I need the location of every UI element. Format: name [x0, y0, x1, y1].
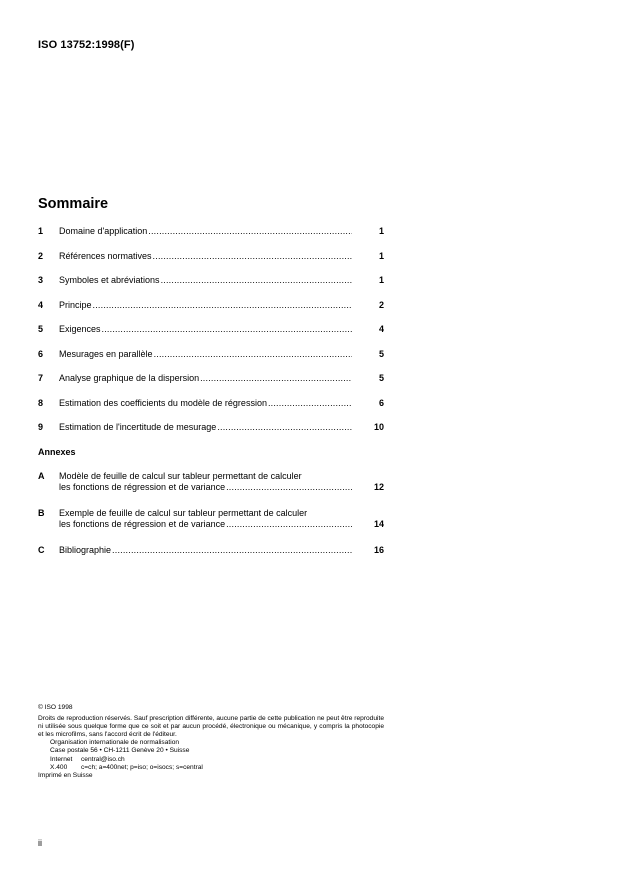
toc-entry-title: Principe [59, 299, 92, 310]
toc-entry-page: 4 [378, 324, 384, 334]
toc-entry-page: 6 [378, 397, 384, 408]
dot-leader [154, 349, 352, 359]
toc-entry-number: 9 [38, 422, 44, 432]
toc-entry-page: 10 [373, 422, 384, 432]
annex-title-line1: Modèle de feuille de calcul sur tableur permettant de calculer [59, 470, 302, 481]
toc-entry-title: Références normatives [59, 250, 152, 261]
printed-in: Imprimé en Suisse [38, 771, 93, 779]
table-of-contents [38, 226, 384, 569]
toc-entry[interactable] [38, 398, 384, 423]
toc-entry-number: 2 [38, 250, 44, 261]
publisher-address [38, 739, 384, 771]
toc-title: Sommaire [38, 196, 109, 212]
page-number: ii [38, 838, 42, 848]
annex-page: 16 [373, 544, 384, 555]
dot-leader [217, 422, 352, 432]
dot-leader [226, 482, 352, 492]
dot-leader [102, 324, 352, 334]
copyright-notice [38, 704, 384, 780]
toc-entry[interactable] [38, 324, 384, 349]
toc-entry-title: Exigences [59, 324, 101, 334]
toc-entry[interactable] [38, 349, 384, 374]
annex-title-line2: les fonctions de régression et de variance [59, 518, 226, 529]
toc-entry-title: Estimation des coefficients du modèle de régression [59, 397, 267, 408]
toc-entry-number: 5 [38, 324, 44, 334]
toc-entry[interactable] [38, 275, 384, 300]
annex-title: Bibliographie [59, 544, 112, 555]
toc-entry-number: 7 [38, 373, 44, 383]
annex-page: 12 [373, 481, 384, 492]
toc-entry[interactable] [38, 300, 384, 325]
toc-entry-page: 5 [378, 373, 384, 383]
document-id: ISO 13752:1998(F) [38, 39, 135, 51]
annex-letter: B [38, 507, 45, 518]
x400-contact [50, 764, 384, 772]
internet-value[interactable]: central@iso.ch [81, 755, 125, 763]
x400-label: X.400 [50, 763, 68, 771]
copyright-line: © ISO 1998 [38, 704, 73, 711]
rights-statement: Droits de reproduction réservés. Sauf prescription différente, aucune partie de cette publication ne peut être reproduite ni utilisée sous quelque forme que ce soit et par aucun procédé, électronique ou mécanique, y compris la photocopie et les microfilms, sans l'accord écrit de l'éditeur. [38, 715, 384, 739]
organisation-name: Organisation internationale de normalisation [50, 739, 180, 747]
toc-entry[interactable] [38, 422, 384, 447]
dot-leader [153, 251, 352, 261]
dot-leader [93, 300, 352, 310]
dot-leader [112, 545, 352, 555]
toc-entry[interactable] [38, 373, 384, 398]
annex-entry[interactable] [38, 545, 384, 570]
annex-title-line2: les fonctions de régression et de variance [59, 481, 226, 492]
annex-page: 14 [373, 518, 384, 529]
dot-leader [268, 398, 352, 408]
toc-entry-title: Analyse graphique de la dispersion [59, 373, 200, 383]
toc-entry-number: 4 [38, 299, 44, 310]
toc-entry[interactable] [38, 226, 384, 251]
toc-entry-title: Mesurages en parallèle [59, 348, 153, 359]
toc-entry-page: 1 [378, 226, 384, 236]
toc-entry-page: 2 [378, 299, 384, 310]
annexes-heading: Annexes [38, 446, 76, 457]
toc-entry-title: Symboles et abréviations [59, 275, 160, 285]
annex-entry[interactable] [38, 508, 384, 545]
annex-entry[interactable] [38, 471, 384, 508]
internet-contact [50, 756, 384, 764]
dot-leader [148, 226, 352, 236]
x400-value: c=ch; a=400net; p=iso; o=isocs; s=central [81, 763, 203, 771]
annex-title-line1: Exemple de feuille de calcul sur tableur permettant de calculer [59, 507, 308, 518]
annex-letter: A [38, 470, 45, 481]
toc-entry-page: 1 [378, 250, 384, 261]
toc-entry-title: Domaine d'application [59, 226, 148, 236]
dot-leader [226, 519, 352, 529]
annex-letter: C [38, 544, 45, 555]
internet-label: Internet [50, 755, 73, 763]
toc-entry[interactable] [38, 251, 384, 276]
toc-entry-page: 5 [378, 348, 384, 359]
toc-entry-number: 1 [38, 226, 44, 236]
postal-address: Case postale 56 • CH-1211 Genève 20 • Suisse [50, 747, 190, 755]
toc-entry-title: Estimation de l'incertitude de mesurage [59, 422, 217, 432]
dot-leader [161, 275, 352, 285]
toc-entry-number: 6 [38, 348, 44, 359]
toc-entry-page: 1 [378, 275, 384, 285]
dot-leader [200, 373, 352, 383]
toc-entry-number: 3 [38, 275, 44, 285]
toc-entry-number: 8 [38, 397, 44, 408]
